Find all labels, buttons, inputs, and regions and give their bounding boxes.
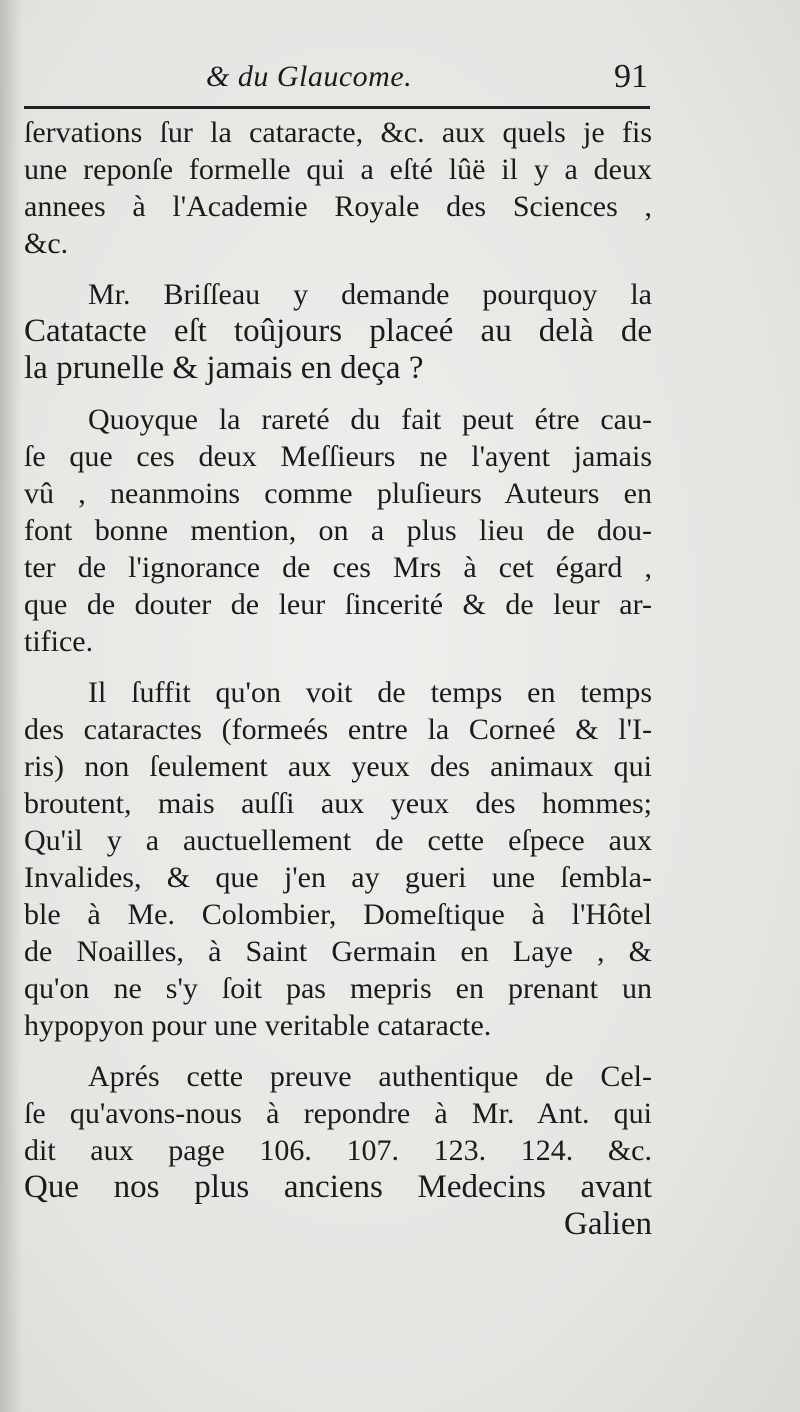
- text-line: vû , neanmoins comme pluſieurs Auteurs en: [24, 477, 652, 510]
- text-line: ble à Me. Colombier, Domeſtique à l'Hôtel: [24, 898, 652, 931]
- text-line: des cataractes (formeés entre la Corneé & l'I-: [24, 713, 652, 746]
- page-number: 91: [614, 58, 648, 95]
- text-line: Que nos plus anciens Medecins avant: [24, 1169, 652, 1205]
- text-line: ris) non ſeulement aux yeux des animaux qui: [24, 750, 652, 783]
- text-line: &c.: [24, 227, 69, 260]
- text-line: que de douter de leur ſincerité & de leur ar-: [24, 588, 652, 621]
- text-line: ter de l'ignorance de ces Mrs à cet égard ,: [24, 551, 652, 584]
- text-line: ſe qu'avons-nous à repondre à Mr. Ant. qui: [24, 1097, 652, 1130]
- text-line: Invalides, & que j'en ay gueri une ſembla-: [24, 861, 652, 894]
- text-line: une reponſe formelle qui a eſté lûë il y a deux: [24, 153, 652, 186]
- text-line: Galien: [564, 1206, 652, 1242]
- text-line: tifice.: [24, 625, 94, 658]
- text-line: hypopyon pour une veritable cataracte.: [24, 1009, 492, 1042]
- text-line: annees à l'Academie Royale des Sciences ,: [24, 190, 652, 223]
- text-line: qu'on ne s'y ſoit pas mepris en prenant un: [24, 972, 652, 1005]
- text-line: broutent, mais auſſi aux yeux des hommes;: [24, 787, 652, 820]
- binding-shadow: [0, 0, 22, 1412]
- text-line: Quoyque la rareté du fait peut étre cau-: [88, 403, 652, 436]
- text-line: dit aux page 106. 107. 123. 124. &c.: [24, 1134, 652, 1167]
- text-line: font bonne mention, on a plus lieu de dou-: [24, 514, 652, 547]
- text-line: ſervations ſur la cataracte, &c. aux quels je fis: [24, 116, 652, 149]
- header-rule: [24, 106, 650, 109]
- text-line: Catatacte eſt toûjours placeé au delà de: [24, 313, 652, 349]
- text-line: de Noailles, à Saint Germain en Laye , &: [24, 935, 652, 968]
- page-header: [24, 52, 648, 102]
- text-line: Mr. Briſſeau y demande pourquoy la: [88, 278, 652, 311]
- text-line: la prunelle & jamais en deça ?: [24, 350, 424, 386]
- text-line: Il ſuffit qu'on voit de temps en temps: [88, 676, 652, 709]
- text-line: Aprés cette preuve authentique de Cel-: [88, 1060, 652, 1093]
- text-line: ſe que ces deux Meſſieurs ne l'ayent jamais: [24, 440, 652, 473]
- running-title: & du Glaucome.: [206, 60, 413, 93]
- text-body: [24, 114, 652, 1243]
- text-line: Qu'il y a auctuellement de cette eſpece aux: [24, 824, 652, 857]
